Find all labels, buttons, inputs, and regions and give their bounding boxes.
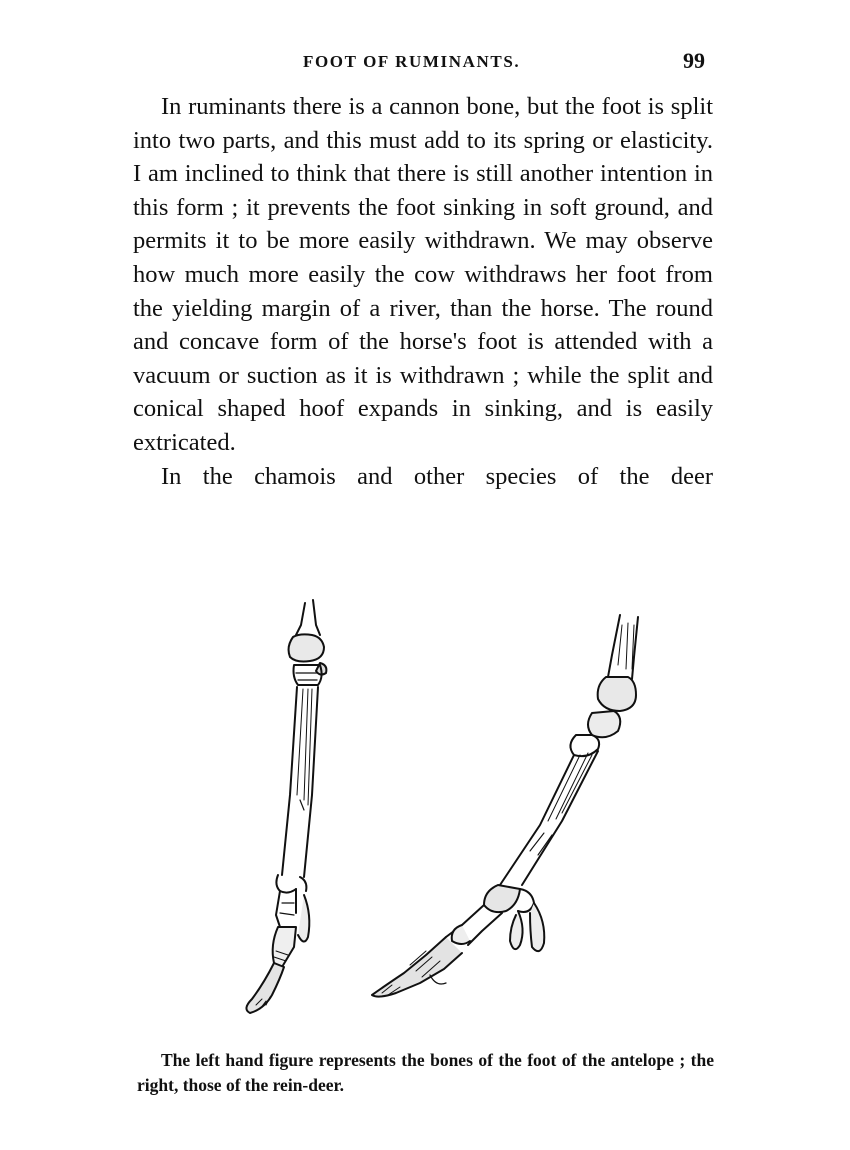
body-text	[133, 90, 713, 493]
page-number: 99	[683, 48, 705, 73]
running-head	[0, 48, 850, 78]
reindeer-foot-bones	[372, 615, 638, 997]
running-title: FOOT OF RUMINANTS.	[303, 52, 521, 71]
figure-caption: The left hand figure represents the bones of the foot of the antelope ; the right, those of the rein-deer.	[137, 1050, 714, 1095]
paragraph-1: In ruminants there is a cannon bone, but the foot is split into two parts, and this must add to its spring or elasticity. I am inclined to think that there is still another intention in this form ; it prevents the foot sinking in soft ground, and permits it to be more easily withdrawn. We may observe how much more easily the cow withdraws her foot from the yielding margin of a river, than the horse. The round and concave form of the horse's foot is attended with a vacuum or suction as it is withdrawn ; while the split and conical shaped hoof expands in sinking, and is easily extricated.	[133, 93, 713, 456]
antelope-foot-bones	[246, 600, 326, 1013]
paragraph-2: In the chamois and other species of the deer	[161, 462, 713, 490]
skeleton-illustration	[200, 585, 660, 1035]
